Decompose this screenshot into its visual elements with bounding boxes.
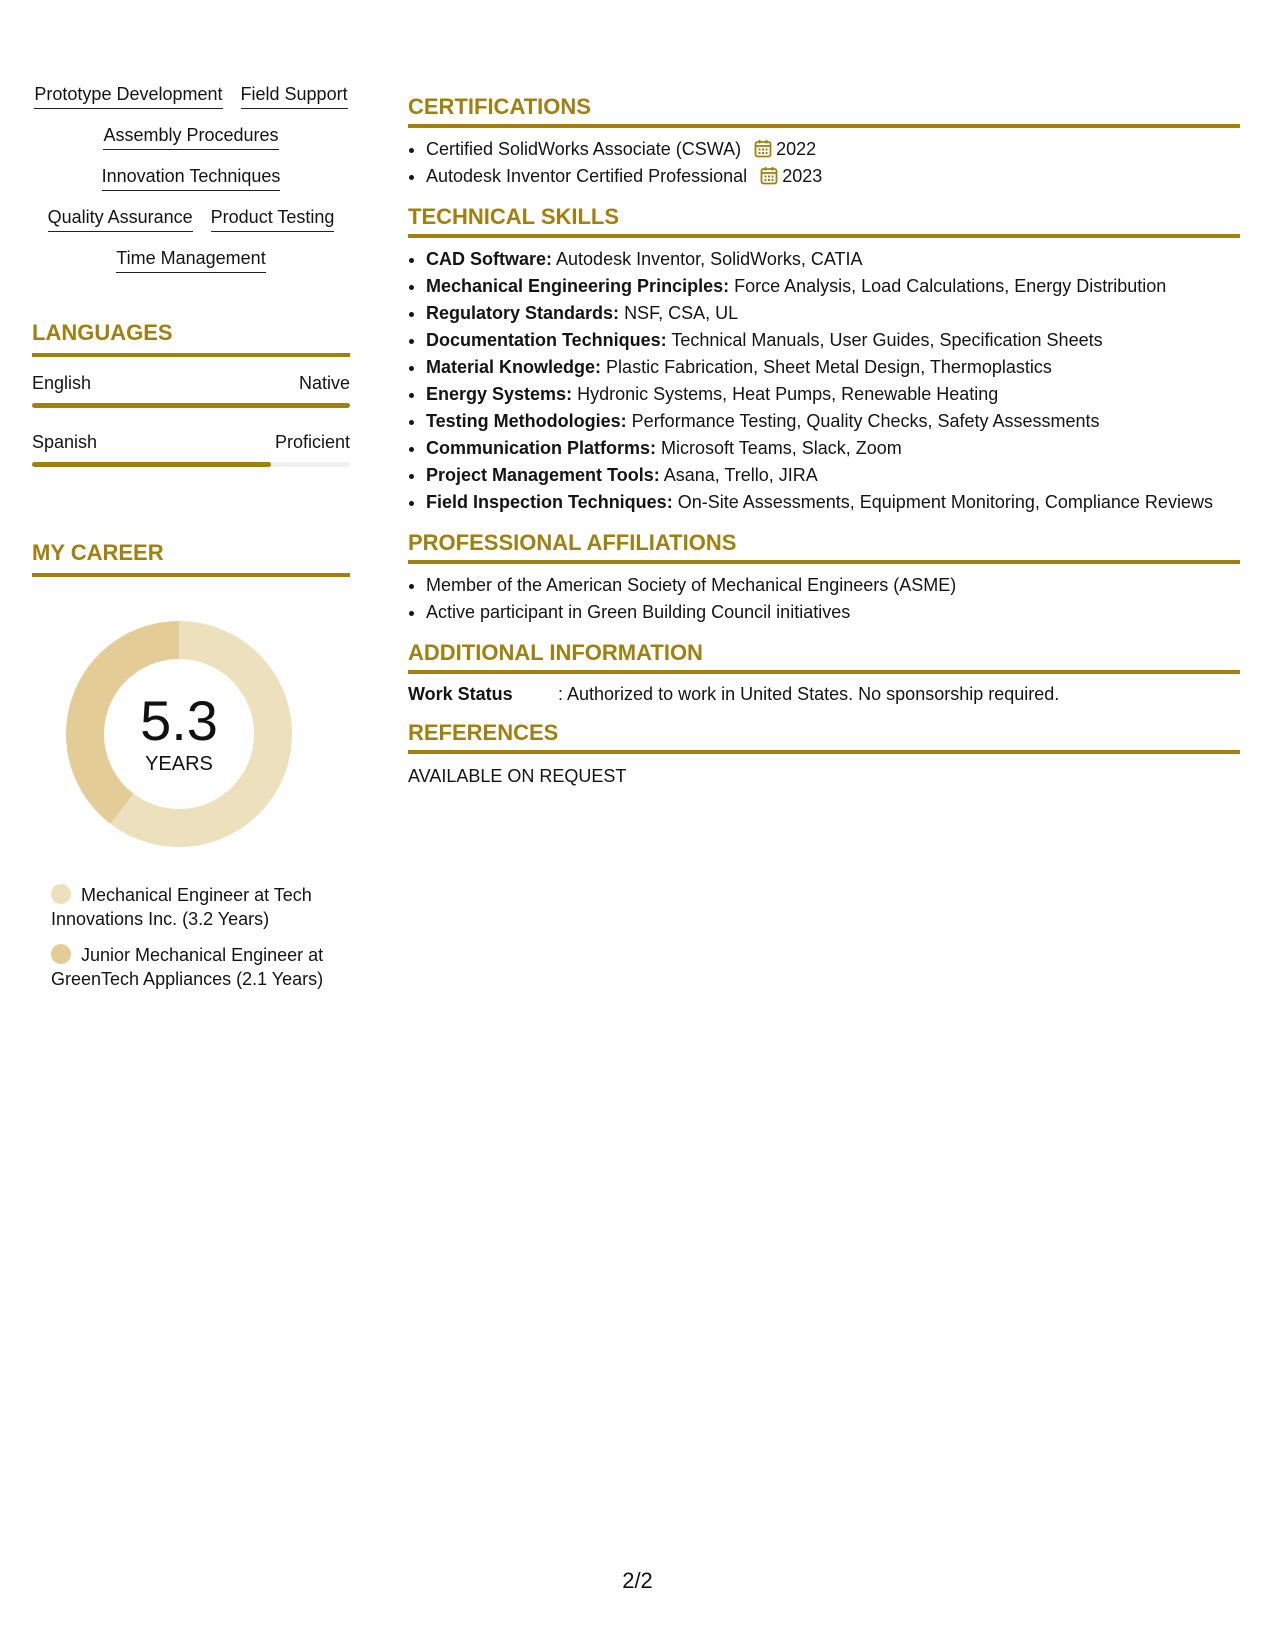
skill-tag: Quality Assurance bbox=[48, 205, 193, 232]
skill-tag: Prototype Development bbox=[34, 82, 222, 109]
additional-info-heading: ADDITIONAL INFORMATION bbox=[408, 640, 1240, 674]
skill-value: Microsoft Teams, Slack, Zoom bbox=[661, 438, 902, 458]
skill-value: Asana, Trello, JIRA bbox=[663, 465, 818, 485]
technical-skill-item bbox=[426, 354, 1240, 381]
skill-label: Energy Systems: bbox=[426, 384, 573, 404]
technical-skill-item bbox=[426, 327, 1240, 354]
skill-label: Regulatory Standards: bbox=[426, 303, 620, 323]
skill-tag: Product Testing bbox=[211, 205, 335, 232]
skill-tag: Innovation Techniques bbox=[102, 164, 281, 191]
right-column bbox=[408, 94, 1240, 802]
certification-item bbox=[426, 136, 1240, 163]
technical-skill-item bbox=[426, 462, 1240, 489]
skill-label: Material Knowledge: bbox=[426, 357, 602, 377]
technical-skill-item bbox=[426, 300, 1240, 327]
affiliations-heading: PROFESSIONAL AFFILIATIONS bbox=[408, 530, 1240, 564]
skill-value: Technical Manuals, User Guides, Specification Sheets bbox=[671, 330, 1103, 350]
references-section bbox=[408, 720, 1240, 788]
language-bar-track bbox=[32, 462, 350, 467]
certifications-heading: CERTIFICATIONS bbox=[408, 94, 1240, 128]
technical-skill-item bbox=[426, 408, 1240, 435]
certification-year: 2023 bbox=[782, 166, 823, 186]
work-status-label: Work Status bbox=[408, 684, 513, 704]
work-status-value: : Authorized to work in United States. No sponsorship required. bbox=[558, 684, 1060, 704]
skill-label: Project Management Tools: bbox=[426, 465, 660, 485]
language-name: Spanish bbox=[32, 432, 98, 452]
calendar-icon bbox=[760, 166, 778, 185]
career-total-years: 5.3 bbox=[140, 689, 218, 752]
technical-skill-item bbox=[426, 435, 1240, 462]
certification-name: Autodesk Inventor Certified Professional bbox=[426, 166, 748, 186]
skill-tag: Time Management bbox=[116, 246, 265, 273]
affiliations-section bbox=[408, 530, 1240, 626]
affiliation-item: • Member of the American Society of Mechanical Engineers (ASME) bbox=[426, 572, 1240, 599]
technical-skill-item bbox=[426, 381, 1240, 408]
language-item bbox=[32, 430, 350, 467]
technical-skill-item bbox=[426, 273, 1240, 300]
skill-tag: Assembly Procedures bbox=[103, 123, 278, 150]
career-donut-chart bbox=[66, 621, 292, 847]
language-bar-track bbox=[32, 403, 350, 408]
work-status-row bbox=[408, 682, 1240, 706]
languages-section bbox=[32, 319, 350, 467]
career-legend-label: Junior Mechanical Engineer at GreenTech Appliances (2.1 Years) bbox=[51, 945, 324, 989]
certifications-section bbox=[408, 94, 1240, 190]
skill-value: Force Analysis, Load Calculations, Energy Distribution bbox=[734, 276, 1167, 296]
legend-dot-icon bbox=[51, 944, 71, 964]
language-bar-fill bbox=[32, 403, 350, 408]
affiliation-item: • Active participant in Green Building Council initiatives bbox=[426, 599, 1240, 626]
skill-label: Documentation Techniques: bbox=[426, 330, 667, 350]
skills-cloud bbox=[32, 82, 350, 273]
skill-value: Plastic Fabrication, Sheet Metal Design, Thermoplastics bbox=[606, 357, 1052, 377]
skill-value: NSF, CSA, UL bbox=[624, 303, 739, 323]
technical-skill-item bbox=[426, 489, 1240, 516]
additional-info-section bbox=[408, 640, 1240, 706]
technical-skills-section bbox=[408, 204, 1240, 516]
career-section bbox=[32, 539, 350, 991]
technical-skills-heading: TECHNICAL SKILLS bbox=[408, 204, 1240, 238]
certification-year: 2022 bbox=[776, 139, 817, 159]
career-legend-item bbox=[51, 883, 331, 931]
career-legend-item bbox=[51, 943, 331, 991]
career-legend-label: Mechanical Engineer at Tech Innovations Inc. (3.2 Years) bbox=[51, 885, 312, 929]
language-level: Proficient bbox=[274, 432, 350, 452]
certifications-list bbox=[408, 136, 1240, 190]
left-column bbox=[32, 82, 350, 1003]
references-heading: REFERENCES bbox=[408, 720, 1240, 754]
skill-value: Hydronic Systems, Heat Pumps, Renewable Heating bbox=[577, 384, 999, 404]
skill-label: Testing Methodologies: bbox=[426, 411, 627, 431]
career-legend bbox=[51, 883, 331, 991]
career-heading: MY CAREER bbox=[32, 539, 350, 577]
language-name: English bbox=[32, 373, 92, 393]
affiliations-list bbox=[408, 572, 1240, 626]
career-total-unit: YEARS bbox=[145, 753, 213, 775]
languages-heading: LANGUAGES bbox=[32, 319, 350, 357]
technical-skills-list bbox=[408, 246, 1240, 516]
skill-value: Performance Testing, Quality Checks, Safety Assessments bbox=[631, 411, 1100, 431]
references-text: AVAILABLE ON REQUEST bbox=[408, 766, 627, 786]
legend-dot-icon bbox=[51, 884, 71, 904]
skill-label: CAD Software: bbox=[426, 249, 553, 269]
skill-value: Autodesk Inventor, SolidWorks, CATIA bbox=[556, 249, 863, 269]
skill-label: Mechanical Engineering Principles: bbox=[426, 276, 730, 296]
certification-name: Certified SolidWorks Associate (CSWA) bbox=[426, 139, 742, 159]
skill-value: On-Site Assessments, Equipment Monitoring, Compliance Reviews bbox=[677, 492, 1213, 512]
calendar-icon bbox=[754, 139, 772, 158]
donut-center bbox=[66, 621, 292, 847]
language-item bbox=[32, 371, 350, 408]
certification-item bbox=[426, 163, 1240, 190]
skill-label: Communication Platforms: bbox=[426, 438, 657, 458]
skill-label: Field Inspection Techniques: bbox=[426, 492, 673, 512]
page-number: 2/2 bbox=[622, 1568, 653, 1593]
skill-tag: Field Support bbox=[241, 82, 348, 109]
technical-skill-item bbox=[426, 246, 1240, 273]
language-level: Native bbox=[298, 373, 350, 393]
language-bar-fill bbox=[32, 462, 271, 467]
